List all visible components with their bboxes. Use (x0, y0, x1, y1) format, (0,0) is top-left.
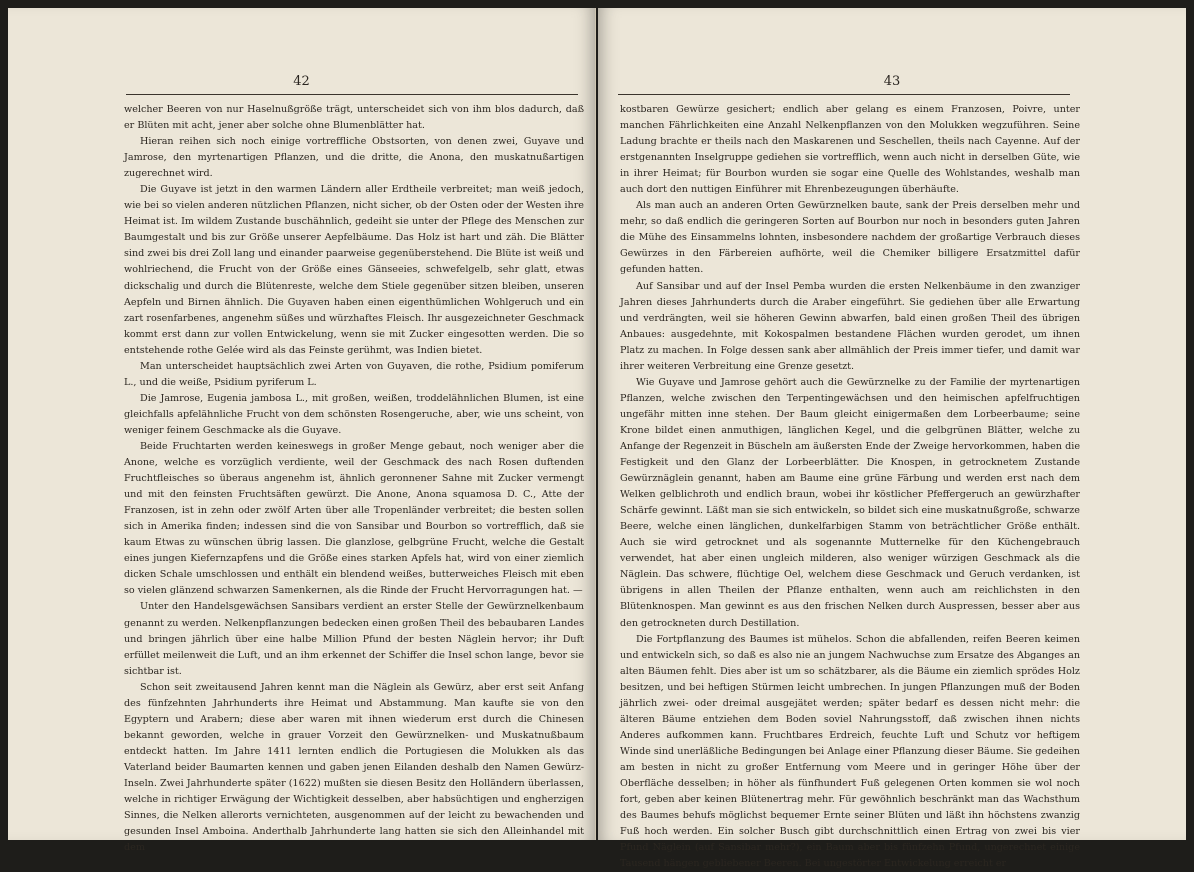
paragraph: Die Jamrose, Eugenia jambosa L., mit großen, weißen, troddelähnlichen Blumen, ist eine gleichfalls apfelähnliche Frucht von dem schönsten Rosengeruche, aber, wie uns scheint, von weniger feinem Geschmacke als die Guyave. (124, 392, 584, 436)
paragraph: Man unterscheidet hauptsächlich zwei Arten von Guyaven, die rothe, Psidium pomiferum L., und die weiße, Psidium pyriferum L. (124, 360, 584, 388)
header-rule (618, 94, 1070, 95)
paragraph: Beide Fruchtarten werden keineswegs in großer Menge gebaut, noch weniger aber die Anone, welche es vorzüglich verdiente, weil der Geschmack des nach Rosen duftenden Fruchtfleisches so überaus angenehm ist, ähnlich geronnener Sahne mit Zucker vermengt und mit den feinsten Fruchtsäften gewürzt. Die Anone, Anona squamosa D. C., Atte der Franzosen, ist in zehn oder zwölf Arten über alle Tropenländer verbreitet; die besten sollen sich in Amerika finden; indessen sind die von Sansibar und Bourbon so vortrefflich, daß sie kaum Etwas zu wünschen übrig lassen. Die glanzlose, gelbgrüne Frucht, welche die Gestalt eines jungen Kiefernzapfens und die Größe eines starken Apfels hat, wird von einer ziemlich dicken Schale umschlossen und enthält ein blendend weißes, butterweiches Fleisch mit eben so vielen glänzend schwarzen Samenkernen, als die Rinde der Frucht Hervorragungen hat. — (124, 440, 584, 597)
paragraph: welcher Beeren von nur Haselnußgröße trägt, unterscheidet sich von ihm blos dadurch, daß er Blüten mit acht, jener aber solche ohne Blumenblätter hat. (124, 104, 584, 132)
paragraph: Unter den Handelsgewächsen Sansibars verdient an erster Stelle der Gewürznelkenbaum genannt zu werden. Nelkenpflanzungen bedecken einen großen Theil des bebaubaren Landes und bringen jährlich über eine halbe Million Pfund der besten Näglein hervor; ihr Duft erfüllet meilenweit die Luft, und an ihm erkennet der Schiffer die Insel schon lange, bevor sie sichtbar ist. (124, 601, 584, 677)
left-page (8, 8, 596, 854)
paragraph: Als man auch an anderen Orten Gewürznelken baute, sank der Preis derselben mehr und mehr, so daß endlich die geringeren Sorten auf Bourbon nur noch in besonders guten Jahren die Mühe des Einsammelns lohnten, insbesondere nachdem der großartige Verbrauch dieses Gewürzes in den Färbereien aufhörte, weil die Chemiker billigere Ersatzmittel dafür gefunden hatten. (620, 200, 1080, 276)
paragraph: Wie Guyave und Jamrose gehört auch die Gewürznelke zu der Familie der myrtenartigen Pflanzen, welche zwischen den Terpentingewächsen und den heimischen apfelfruchtigen ungefähr mitten inne stehen. Der Baum gleicht einigermaßen dem Lorbeerbaume; seine Krone bildet einen anmuthigen, länglichen Kegel, und die gelbgrünen Blätter, welche zu Anfange der Regenzeit in Büscheln am äußersten Ende der Zweige hervorkommen, haben die Festigkeit und den Glanz der Lorbeerblätter. Die Knospen, in getrocknetem Zustande Gewürznäglein genannt, haben am Baume eine grüne Färbung und werden erst nach dem Welken gelblichroth und endlich braun, wobei ihr köstlicher Pfeffergeruch an gewürzhafter Schärfe gewinnt. Läßt man sie sich entwickeln, so bildet sich eine muskatnußgroße, schwarze Beere, welche einen länglichen, dunkelfarbigen Stamm von beträchtlicher Größe enthält. Auch sie wird getrocknet und als sogenannte Mutternelke für den Küchengebrauch verwendet, hat aber einen ungleich milderen, also weniger würzigen Geschmack als die Näglein. Das schwere, flüchtige Oel, welchem diese Geschmack und Geruch verdanken, ist übrigens in allen Theilen der Pflanze enthalten, wenn auch am reichlichsten in den Blütenknospen. Man gewinnt es aus den frischen Nelken durch Auspressen, besser aber aus den getrockneten durch Destillation. (620, 376, 1080, 629)
paragraph: Die Fortpflanzung des Baumes ist mühelos. Schon die abfallenden, reifen Beeren keimen und entwickeln sich, so daß es also nie an jungem Nachwuchse zum Ersatze des Abganges an alten Bäumen fehlt. Dies aber ist um so schätzbarer, als die Bäume ein ziemlich sprödes Holz besitzen, und bei heftigen Stürmen leicht umbrechen. In jungen Pflanzungen muß der Boden jährlich zwei- oder dreimal ausgejätet werden; später bedarf es dessen nicht mehr: die älteren Bäume entziehen dem Boden soviel Nahrungsstoff, daß zwischen ihnen nichts Anderes aufkommen kann. Fruchtbares Erdreich, feuchte Luft und Schutz vor heftigem Winde sind unerläßliche Bedingungen bei Anlage einer Pflanzung dieser Bäume. Sie gedeihen am besten in nicht zu großer Entfernung vom Meere und in geringer Höhe über der Oberfläche desselben; in höher als fünfhundert Fuß gelegenen Orten kommen sie wol noch fort, geben aber keinen Blütenertrag mehr. Für gewöhnlich beschränkt man das Wachsthum des Baumes behufs möglichst bequemer Ernte seiner Blüten und läßt ihn höchstens zwanzig Fuß hoch werden. Ein solcher Busch gibt durchschnittlich einen Ertrag von zwei bis vier Pfund Näglein (auf Sansibar mehr?), ein Baum aber bis fünfzehn Pfund, ungerechnet einige Tausend hängen gebliebener Beeren. Bei ungestörter Entwickelung erreicht er (620, 633, 1080, 870)
page-number: 43 (883, 74, 901, 89)
page-number: 42 (293, 74, 310, 89)
paragraph: Schon seit zweitausend Jahren kennt man die Näglein als Gewürz, aber erst seit Anfang des fünfzehnten Jahrhunderts ihre Heimat und Abstammung. Man kaufte sie von den Egyptern und Arabern; diese aber waren mit ihnen wiederum erst durch die Chinesen bekannt geworden, welche in grauer Vorzeit den Gewürznelken- und Muskatnußbaum entdeckt hatten. Im Jahre 1411 lernten endlich die Portugiesen die Molukken als das Vaterland beider Baumarten kennen und gaben jenen Eilanden deshalb den Namen Gewürz-Inseln. Zwei Jahrhunderte später (1622) mußten sie diesen Besitz den Holländern überlassen, welche in richtiger Erwägung der Wichtigkeit desselben, aber habsüchtigen und engherzigen Sinnes, die Nelken allerorts vernichteten, ausgenommen auf der leicht zu bewachenden und gesunden Insel Amboina. Anderthalb Jahrhunderte lang hatten sie sich den Alleinhandel mit dem (124, 681, 584, 854)
body-text (620, 102, 1080, 872)
header-rule (126, 94, 578, 95)
paragraph: Hieran reihen sich noch einige vortreffliche Obstsorten, von denen zwei, Guyave und Jamrose, den myrtenartigen Pflanzen, und die dritte, die Anona, den muskatnußartigen zugerechnet wird. (124, 136, 584, 180)
right-page (598, 8, 1186, 870)
paragraph: kostbaren Gewürze gesichert; endlich aber gelang es einem Franzosen, Poivre, unter manchen Fährlichkeiten eine Anzahl Nelkenpflanzen von den Molukken wegzuführen. Seine Ladung brachte er theils nach den Maskarenen und Seschellen, theils nach Cayenne. Auf der erstgenannten Inselgruppe gediehen sie vortrefflich, wenn auch nicht in derselben Güte, wie in ihrer Heimat; für Bourbon wurden sie sogar eine Quelle des Wohlstandes, weshalb man auch dort den nuttigen Einführer mit Ehrenbezeugungen überhäufte. (620, 104, 1080, 196)
body-text (124, 102, 584, 856)
paragraph: Auf Sansibar und auf der Insel Pemba wurden die ersten Nelkenbäume in den zwanziger Jahren dieses Jahrhunderts durch die Araber eingeführt. Sie gediehen über alle Erwartung und verdrängten, weil sie höheren Gewinn abwarfen, bald einen großen Theil des übrigen Anbaues: ausgedehnte, mit Kokospalmen bestandene Flächen wurden gerodet, um ihnen Platz zu machen. In Folge dessen sank aber allmählich der Preis immer tiefer, und damit war ihrer weiteren Verbreitung eine Grenze gesetzt. (620, 280, 1080, 372)
paragraph: Die Guyave ist jetzt in den warmen Ländern aller Erdtheile verbreitet; man weiß jedoch, wie bei so vielen anderen nützlichen Pflanzen, nicht sicher, ob der Osten oder der Westen ihre Heimat ist. Im wildem Zustande buschähnlich, gedeiht sie unter der Pflege des Menschen zur Baumgestalt und bis zur Größe unserer Aepfelbäume. Das Holz ist hart und zäh. Die Blätter sind zwei bis drei Zoll lang und einander paarweise gegenüberstehend. Die Blüte ist weiß und wohlriechend, die Frucht von der Größe eines Gänseeies, schwefelgelb, sehr glatt, etwas dickschalig und durch die Blütenreste, welche dem Stiele gegenüber sitzen bleiben, unseren Aepfeln und Birnen ähnlich. Die Guyaven haben einen eigenthümlichen Wohlgeruch und ein zart rosenfarbenes, angenehm süßes und würzhaftes Fleisch. Ihr ausgezeichneter Geschmack kommt erst dann zur vollen Entwickelung, wenn sie mit Zucker eingesotten werden. Die so entstehende rothe Gelée wird als das Feinste gerühmt, was Indien bietet. (124, 184, 584, 356)
